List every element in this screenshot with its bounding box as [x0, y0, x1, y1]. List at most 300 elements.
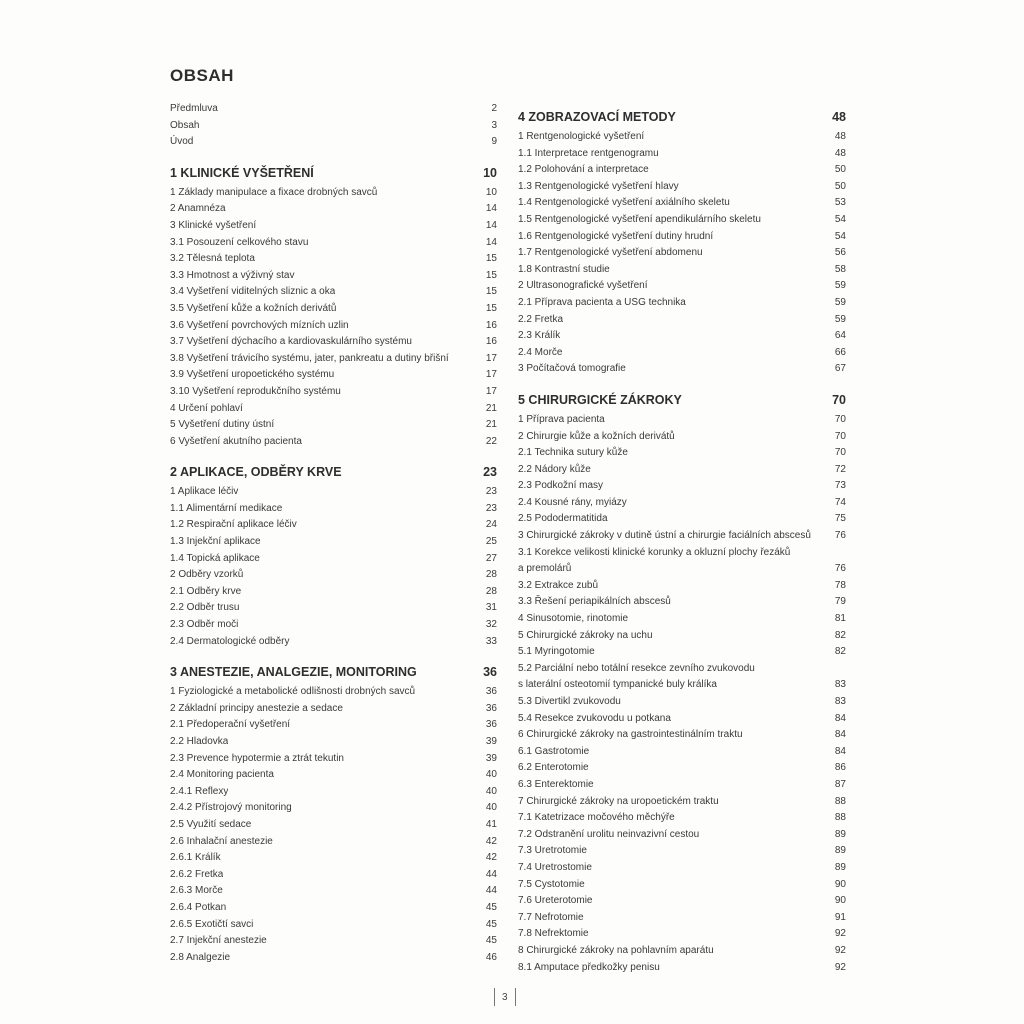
toc-entry-title: 1.4 Topická aplikace [170, 552, 260, 564]
toc-entry [170, 834, 497, 851]
toc-entry-title: 2.3 Podkožní masy [518, 480, 604, 492]
toc-entry-page: 73 [834, 480, 846, 492]
toc-entry-title: 1 KLINICKÉ VYŠETŘENÍ [170, 165, 314, 180]
toc-entry [170, 784, 497, 801]
toc-entry [518, 877, 846, 894]
toc-entry-title: 3 Klinické vyšetření [170, 219, 257, 231]
toc-entry-title: 2.1 Předoperační vyšetření [170, 719, 291, 731]
toc-entry [518, 545, 846, 562]
section-spacer [170, 650, 497, 662]
toc-entry-page: 28 [485, 569, 497, 581]
toc-entry-title: 2 Chirurgie kůže a kožních derivátů [518, 430, 675, 442]
toc-entry [170, 817, 497, 834]
toc-entry-page: 23 [485, 502, 497, 514]
toc-entry [518, 278, 846, 295]
toc-entry-title: 6.3 Enterektomie [518, 778, 594, 790]
toc-entry-page: 42 [485, 835, 497, 847]
toc-entry-title: 1 Aplikace léčiv [170, 486, 239, 498]
toc-entry-title: 3.10 Vyšetření reprodukčního systému [170, 385, 341, 397]
toc-entry-title: 1.1 Interpretace rentgenogramu [518, 147, 659, 159]
toc-entry-page: 70 [834, 413, 846, 425]
toc-entry [518, 561, 846, 578]
toc-entry [170, 351, 497, 368]
toc-entry-title: 2.1 Technika sutury kůže [518, 447, 628, 459]
toc-entry [170, 384, 497, 401]
toc-entry [170, 900, 497, 917]
toc-entry-page: 90 [834, 878, 846, 890]
toc-entry-page: 36 [483, 665, 497, 680]
toc-entry-title: 3.3 Řešení periapikálních abscesů [518, 596, 671, 608]
toc-entry-title: 5.4 Resekce zvukovodu u potkana [518, 712, 671, 724]
toc-entry-title: 1.6 Rentgenologické vyšetření dutiny hrudní [518, 230, 714, 242]
toc-entry-title: 1.1 Alimentární medikace [170, 502, 283, 514]
toc-entry [170, 617, 497, 634]
toc-entry-title: 5.1 Myringotomie [518, 646, 595, 658]
toc-entry-page: 91 [834, 911, 846, 923]
toc-entry-title: 3.4 Vyšetření viditelných sliznic a oka [170, 286, 336, 298]
toc-entry-title: 3.9 Vyšetření uropoetického systému [170, 369, 335, 381]
toc-entry-page: 84 [834, 745, 846, 757]
toc-entry-page: 78 [834, 579, 846, 591]
toc-entry [170, 218, 497, 235]
toc-entry-page: 46 [485, 951, 497, 963]
toc-entry [170, 251, 497, 268]
toc-entry [170, 933, 497, 950]
toc-entry-title: 2 Odběry vzorků [170, 569, 244, 581]
toc-entry-title: 7.4 Uretrostomie [518, 861, 592, 873]
toc-entry-page: 32 [485, 619, 497, 631]
toc-entry [170, 118, 497, 135]
toc-entry-title: 2.2 Odběr trusu [170, 602, 240, 614]
toc-entry-title: 3.5 Vyšetření kůže a kožních derivátů [170, 302, 337, 314]
toc-entry-title: 7.1 Katetrizace močového měchýře [518, 812, 675, 824]
toc-entry-page: 21 [485, 419, 497, 431]
toc-entry-title: 2.3 Prevence hypotermie a ztrát tekutin [170, 752, 344, 764]
toc-entry-title: 7.6 Ureterotomie [518, 895, 593, 907]
toc-entry-title: 2 APLIKACE, ODBĚRY KRVE [170, 465, 342, 480]
toc-entry-page: 89 [834, 828, 846, 840]
toc-entry [518, 777, 846, 794]
toc-entry-page: 23 [485, 486, 497, 498]
toc-entry-title: 2 Základní principy anestezie a sedace [170, 702, 343, 714]
toc-entry-page: 39 [485, 736, 497, 747]
toc-entry-title: 7 Chirurgické zákroky na uropoetickém traktu [518, 795, 719, 807]
toc-entry-title: 1.4 Rentgenologické vyšetření axiálního skeletu [518, 197, 730, 209]
toc-entry-title: 3.3 Hmotnost a výživný stav [170, 269, 295, 281]
toc-entry-title: 2.6 Inhalační anestezie [170, 835, 273, 847]
toc-entry-page: 56 [834, 247, 846, 259]
toc-entry-page: 10 [485, 186, 497, 198]
toc-entry-title: 2 Ultrasonografické vyšetření [518, 280, 648, 292]
toc-entry-title: 2.4.1 Reflexy [170, 785, 229, 797]
toc-entry-title: 1.3 Injekční aplikace [170, 536, 261, 548]
toc-entry-page: 48 [834, 147, 846, 159]
toc-entry-title: 3.7 Vyšetření dýchacího a kardiovaskulárního systému [170, 336, 412, 348]
toc-section-heading [518, 390, 846, 410]
toc-entry-page: 36 [485, 686, 497, 698]
page-number: 3 [502, 991, 508, 1003]
toc-entry-title: 3.1 Korekce velikosti klinické korunky a okluzní plochy řezáků [518, 546, 791, 558]
toc-entry-page: 66 [834, 346, 846, 358]
toc-entry-page: 31 [485, 602, 497, 614]
toc-entry-title: 1.2 Respirační aplikace léčiv [170, 519, 297, 531]
toc-entry-page: 33 [485, 635, 497, 647]
toc-entry-title: 3.2 Extrakce zubů [518, 579, 599, 591]
toc-entry-page: 40 [485, 769, 497, 781]
toc-entry-page: 89 [834, 861, 846, 873]
toc-entry [518, 412, 846, 429]
toc-entry-page: 50 [834, 164, 846, 176]
toc-entry-title: 4 Sinusotomie, rinotomie [518, 613, 629, 625]
toc-entry [518, 943, 846, 960]
toc-entry-page: 75 [834, 513, 846, 525]
toc-entry-title: 1.2 Polohování a interpretace [518, 164, 649, 176]
toc-entry-page: 15 [485, 286, 497, 298]
toc-entry [170, 501, 497, 518]
toc-entry-title: 2.4 Kousné rány, myiázy [518, 496, 627, 508]
toc-entry [518, 843, 846, 860]
toc-entry-page: 16 [485, 319, 497, 331]
toc-entry-title: 2.3 Odběr moči [170, 619, 239, 631]
toc-entry-title: 2.6.4 Potkan [170, 901, 227, 913]
toc-entry-page: 82 [834, 646, 846, 658]
toc-entry [170, 367, 497, 384]
toc-entry-title: 2.4 Monitoring pacienta [170, 769, 274, 781]
toc-entry-page: 87 [834, 778, 846, 790]
toc-entry [170, 185, 497, 202]
toc-entry-page: 86 [834, 762, 846, 774]
toc-entry [518, 245, 846, 262]
toc-entry-page: 45 [485, 935, 497, 947]
toc-entry-page: 58 [834, 263, 846, 275]
toc-entry [518, 661, 846, 678]
toc-entry-page: 23 [483, 465, 497, 480]
toc-entry-title: 3.2 Tělesná teplota [170, 253, 255, 265]
toc-entry [518, 711, 846, 728]
toc-entry [518, 495, 846, 512]
toc-entry-page: 74 [834, 496, 846, 508]
toc-entry [170, 301, 497, 318]
toc-entry [170, 318, 497, 335]
toc-entry-title: 8 Chirurgické zákroky na pohlavním aparátu [518, 944, 714, 956]
toc-entry [170, 950, 497, 967]
toc-entry [518, 162, 846, 179]
toc-entry-page: 45 [485, 901, 497, 913]
toc-entry-page: 59 [834, 296, 846, 308]
toc-entry [518, 926, 846, 943]
toc-entry-title: 2.3 Králík [518, 330, 561, 342]
toc-entry-title: 3 Počítačová tomografie [518, 363, 626, 375]
toc-entry-page: 21 [485, 402, 497, 414]
toc-entry [518, 195, 846, 212]
toc-entry-title: 7.7 Nefrotomie [518, 911, 584, 923]
toc-entry-page: 79 [834, 596, 846, 608]
toc-entry-title: 1 Rentgenologické vyšetření [518, 131, 645, 142]
toc-entry-page: 88 [834, 812, 846, 824]
toc-entry-page: 10 [483, 165, 497, 180]
toc-section-heading [170, 163, 497, 183]
toc-entry [170, 867, 497, 884]
toc-entry-title: 6.2 Enterotomie [518, 762, 589, 774]
toc-entry [518, 910, 846, 927]
toc-entry-page: 88 [834, 795, 846, 807]
toc-entry-page: 39 [485, 752, 497, 764]
toc-entry [518, 744, 846, 761]
toc-entry [518, 511, 846, 528]
toc-entry [518, 760, 846, 777]
section-spacer [170, 450, 497, 462]
toc-entry-page: 92 [834, 944, 846, 956]
toc-entry-page: 72 [834, 463, 846, 475]
toc-entry [170, 334, 497, 351]
toc-entry [170, 701, 497, 718]
toc-entry [170, 917, 497, 934]
toc-entry [518, 312, 846, 329]
toc-entry-title: 5.3 Divertikl zvukovodu [518, 696, 621, 707]
toc-entry [518, 628, 846, 645]
page-title: OBSAH [170, 66, 234, 85]
toc-entry-page: 28 [485, 585, 497, 597]
toc-entry [170, 767, 497, 784]
toc-entry-title: 3 ANESTEZIE, ANALGEZIE, MONITORING [170, 665, 417, 680]
toc-entry-title: 8.1 Amputace předkožky penisu [518, 961, 660, 973]
toc-entry-title: a premolárů [518, 563, 572, 575]
toc-entry-title: 7.8 Nefrektomie [518, 928, 589, 940]
toc-entry-page: 3 [491, 119, 497, 131]
toc-entry-page: 48 [832, 110, 846, 124]
toc-entry [170, 684, 497, 701]
toc-entry-page: 90 [834, 895, 846, 907]
toc-entry-title: 5 Chirurgické zákroky na uchu [518, 629, 653, 641]
toc-entry [518, 677, 846, 694]
toc-entry-page: 53 [834, 197, 846, 209]
toc-entry-title: 2.4 Dermatologické odběry [170, 635, 290, 647]
toc-entry-page: 9 [491, 136, 497, 148]
section-spacer [518, 378, 846, 390]
toc-entry-page: 15 [485, 302, 497, 314]
toc-entry [518, 810, 846, 827]
toc-entry-page: 15 [485, 269, 497, 281]
toc-entry-page: 44 [485, 868, 497, 880]
toc-entry [170, 284, 497, 301]
toc-entry-page: 84 [834, 729, 846, 741]
toc-entry-page: 2 [491, 103, 497, 114]
toc-entry [518, 129, 846, 146]
toc-entry-title: 4 ZOBRAZOVACÍ METODY [518, 110, 676, 124]
toc-entry-title: 2.4.2 Přístrojový monitoring [170, 802, 292, 814]
toc-entry [518, 794, 846, 811]
toc-entry-title: 6 Chirurgické zákroky na gastrointestinálním traktu [518, 729, 743, 741]
toc-entry-page: 15 [485, 253, 497, 265]
toc-entry [170, 634, 497, 651]
toc-entry-page: 83 [834, 679, 846, 691]
toc-entry-page: 17 [485, 385, 497, 397]
footer-divider-right [515, 988, 516, 1006]
toc-entry-title: 2.1 Odběry krve [170, 585, 242, 597]
toc-entry [170, 717, 497, 734]
toc-entry [170, 417, 497, 434]
toc-entry-title: 1.7 Rentgenologické vyšetření abdomenu [518, 247, 703, 259]
toc-entry [518, 594, 846, 611]
toc-entry [518, 860, 846, 877]
toc-entry [170, 800, 497, 817]
toc-entry-page: 82 [834, 629, 846, 641]
toc-entry-page: 89 [834, 845, 846, 857]
toc-entry [518, 445, 846, 462]
toc-entry-page: 40 [485, 785, 497, 797]
toc-entry [170, 850, 497, 867]
toc-entry-page: 45 [485, 918, 497, 930]
toc-entry-title: Obsah [170, 119, 200, 131]
toc-entry-title: 2.6.5 Exotičtí savci [170, 918, 254, 930]
toc-entry [518, 146, 846, 163]
toc-entry [170, 484, 497, 501]
toc-entry-title: s laterální osteotomií tympanické buly králíka [518, 679, 717, 691]
toc-entry-title: 6 Vyšetření akutního pacienta [170, 435, 302, 447]
toc-entry-page: 76 [834, 563, 846, 575]
toc-entry-title: 2.1 Příprava pacienta a USG technika [518, 296, 686, 308]
toc-entry-page: 36 [485, 719, 497, 731]
toc-entry-page: 16 [485, 336, 497, 348]
toc-entry [170, 584, 497, 601]
toc-entry-page: 24 [485, 519, 497, 531]
toc-entry-page: 14 [485, 236, 497, 248]
toc-entry [518, 262, 846, 279]
toc-entry-title: 4 Určení pohlaví [170, 402, 243, 414]
toc-entry [518, 212, 846, 229]
toc-entry [170, 434, 497, 451]
toc-entry [518, 361, 846, 378]
toc-entry-page: 14 [485, 203, 497, 215]
toc-entry [170, 534, 497, 551]
toc-entry-page: 70 [834, 447, 846, 459]
toc-entry [518, 345, 846, 362]
toc-entry-page: 92 [834, 961, 846, 973]
toc-entry-title: 5 Vyšetření dutiny ústní [170, 419, 275, 431]
toc-entry [518, 578, 846, 595]
toc-entry [170, 600, 497, 617]
toc-entry-title: 2.2 Hladovka [170, 736, 229, 747]
toc-entry-title: 2.7 Injekční anestezie [170, 935, 267, 947]
toc-entry-page: 40 [485, 802, 497, 814]
toc-entry [518, 528, 846, 545]
toc-entry-page: 67 [834, 363, 846, 375]
toc-entry-title: Předmluva [170, 103, 218, 114]
toc-entry-title: 1 Příprava pacienta [518, 413, 605, 425]
toc-entry [170, 268, 497, 285]
toc-entry-title: 3.6 Vyšetření povrchových mízních uzlin [170, 319, 349, 331]
toc-entry-title: 1.8 Kontrastní studie [518, 263, 610, 275]
toc-entry-page: 22 [485, 435, 497, 447]
toc-entry-title: 2.5 Pododermatitida [518, 513, 608, 525]
toc-entry-page: 48 [834, 131, 846, 142]
toc-entry-title: Úvod [170, 136, 194, 148]
toc-entry [170, 883, 497, 900]
toc-entry-page: 64 [834, 330, 846, 342]
toc-entry-title: 1.3 Rentgenologické vyšetření hlavy [518, 180, 679, 192]
toc-entry [170, 134, 497, 151]
toc-entry-title: 2.6.2 Fretka [170, 868, 224, 880]
toc-entry-title: 3 Chirurgické zákroky v dutině ústní a chirurgie faciálních abscesů [518, 530, 811, 542]
toc-entry-page: 76 [834, 530, 846, 542]
toc-entry-title: 3.1 Posouzení celkového stavu [170, 236, 309, 248]
toc-entry [518, 694, 846, 711]
toc-entry [518, 462, 846, 479]
toc-entry-page: 92 [834, 928, 846, 940]
toc-entry [518, 295, 846, 312]
toc-section-heading [518, 107, 846, 127]
toc-entry-title: 1.5 Rentgenologické vyšetření apendikulárního skeletu [518, 213, 761, 225]
toc-entry-title: 2 Anamnéza [170, 203, 226, 215]
toc-entry-title: 6.1 Gastrotomie [518, 745, 590, 757]
toc-entry-page: 14 [485, 219, 497, 231]
toc-entry-page: 41 [485, 818, 497, 830]
toc-entry [170, 235, 497, 252]
toc-entry-page: 54 [834, 213, 846, 225]
toc-entry [518, 429, 846, 446]
toc-entry [170, 517, 497, 534]
toc-entry [518, 229, 846, 246]
toc-entry-title: 7.2 Odstranění urolitu neinvazivní cestou [518, 828, 700, 840]
toc-entry-page: 25 [485, 536, 497, 548]
toc-entry-title: 2.4 Morče [518, 346, 563, 358]
toc-section-heading [170, 462, 497, 482]
section-spacer [170, 151, 497, 163]
toc-entry-title: 1 Základy manipulace a fixace drobných savců [170, 186, 378, 198]
toc-section-heading [170, 662, 497, 682]
toc-entry-title: 1 Fyziologické a metabolické odlišnosti drobných savců [170, 686, 416, 698]
toc-entry-title: 7.5 Cystotomie [518, 878, 585, 890]
toc-entry-page: 81 [834, 613, 846, 625]
toc-entry [518, 328, 846, 345]
toc-entry-page: 44 [485, 885, 497, 897]
toc-entry [170, 734, 497, 751]
toc-entry [170, 567, 497, 584]
toc-entry-page: 70 [834, 430, 846, 442]
toc-entry [170, 551, 497, 568]
toc-left-column [170, 101, 497, 966]
toc-entry-title: 5 CHIRURGICKÉ ZÁKROKY [518, 392, 682, 407]
toc-entry-title: 2.8 Analgezie [170, 951, 231, 963]
toc-entry-page: 70 [832, 392, 846, 407]
toc-entry-page: 17 [485, 369, 497, 381]
toc-entry-title: 5.2 Parciální nebo totální resekce zevního zvukovodu [518, 662, 755, 674]
toc-entry-title: 2.2 Fretka [518, 313, 564, 325]
toc-entry [518, 478, 846, 495]
toc-entry-page: 84 [834, 712, 846, 724]
toc-entry [170, 401, 497, 418]
toc-entry-page: 59 [834, 313, 846, 325]
toc-entry-page: 50 [834, 180, 846, 192]
toc-entry-title: 2.5 Využití sedace [170, 818, 252, 830]
page-footer [494, 988, 516, 1006]
toc-entry-page: 59 [834, 280, 846, 292]
toc-entry-title: 3.8 Vyšetření trávicího systému, jater, pankreatu a dutiny břišní [170, 352, 449, 364]
toc-entry [518, 827, 846, 844]
toc-entry-title: 7.3 Uretrotomie [518, 845, 587, 857]
toc-entry [170, 751, 497, 768]
toc-entry [518, 960, 846, 977]
toc-entry [170, 101, 497, 118]
toc-right-column [518, 107, 846, 976]
toc-entry-title: 2.6.3 Morče [170, 885, 223, 897]
toc-entry-page: 42 [485, 852, 497, 864]
toc-entry-page: 83 [834, 696, 846, 707]
toc-entry-title: 2.6.1 Králík [170, 852, 221, 864]
toc-entry-page: 36 [485, 702, 497, 714]
toc-entry [518, 893, 846, 910]
toc-entry-page: 17 [485, 352, 497, 364]
